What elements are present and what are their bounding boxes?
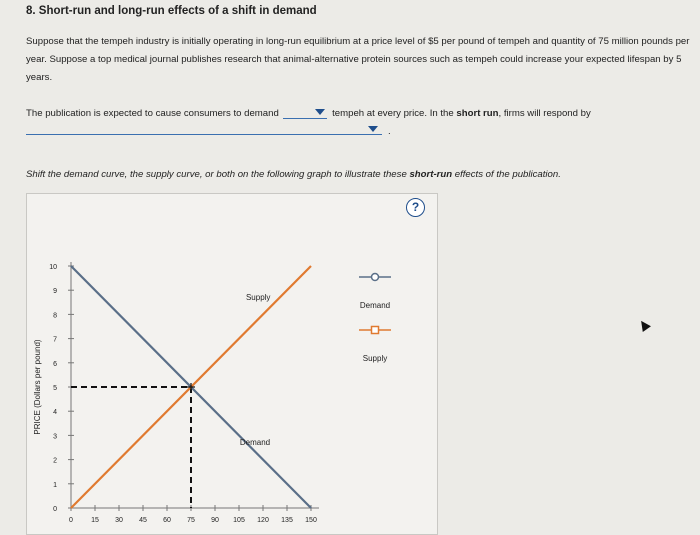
y-tick-label: 6 [53, 360, 57, 368]
instruction-bold: short-run [409, 169, 453, 180]
legend-demand-label: Demand [359, 301, 391, 310]
x-tick-label: 75 [187, 517, 195, 524]
x-tick-label: 0 [69, 517, 73, 524]
sentence-end-mark: . [388, 126, 391, 137]
y-tick-label: 8 [53, 312, 57, 320]
legend-demand-tool[interactable] [359, 274, 391, 311]
y-tick-label: 7 [53, 336, 57, 344]
legend-demand-circle-icon [372, 274, 379, 281]
x-tick-label: 135 [281, 517, 293, 524]
instruction-text-before: Shift the demand curve, the supply curve, or both on the following graph to illustrate these [26, 169, 410, 180]
question-text-after: , firms will respond by [498, 108, 591, 119]
y-axis-label: PRICE (Dollars per pound) [33, 339, 42, 435]
x-tick-label: 150 [305, 517, 317, 524]
legend-supply-tool[interactable] [359, 327, 391, 364]
y-tick-label: 10 [49, 264, 57, 271]
legend-supply-label: Supply [362, 354, 388, 363]
intro-paragraph: Suppose that the tempeh industry is initially operating in long-run equilibrium at a price level of $5 per pound of tempeh and quantity of 75 million pounds per year. Suppose a top medical journal publishes research that animal-alternative protein sources such as tempeh could increase your expected lifespan by 5 years. [26, 36, 690, 83]
question-text-middle: tempeh at every price. In the [332, 108, 457, 119]
x-tick-label: 60 [163, 517, 171, 524]
page-title: 8. Short-run and long-run effects of a shift in demand [26, 5, 317, 17]
x-tick-label: 90 [211, 517, 219, 524]
instruction-text-after: effects of the publication. [452, 169, 561, 180]
x-tick-label: 15 [91, 517, 99, 524]
y-tick-label: 9 [53, 288, 57, 296]
help-icon[interactable]: ? [406, 198, 425, 217]
y-tick-label: 2 [53, 457, 57, 465]
y-tick-label: 5 [53, 385, 57, 392]
x-tick-label: 120 [257, 517, 269, 524]
chart-legend [359, 274, 391, 364]
supply-curve-label: Supply [245, 292, 271, 302]
y-tick-label: 3 [53, 433, 57, 441]
y-tick-label: 1 [53, 481, 57, 489]
demand-curve-label: Demand [239, 438, 271, 448]
x-tick-label: 30 [115, 517, 123, 524]
question-text-before: The publication is expected to cause consumers to demand [26, 108, 279, 119]
chart-curves [71, 266, 311, 508]
x-tick-label: 105 [233, 517, 245, 524]
y-tick-label: 0 [53, 506, 57, 513]
legend-supply-square-icon [372, 327, 379, 334]
x-tick-label: 45 [139, 517, 147, 524]
y-tick-label: 4 [53, 409, 57, 417]
short-run-emphasis: short run [456, 108, 499, 119]
chart-labels [33, 293, 270, 447]
